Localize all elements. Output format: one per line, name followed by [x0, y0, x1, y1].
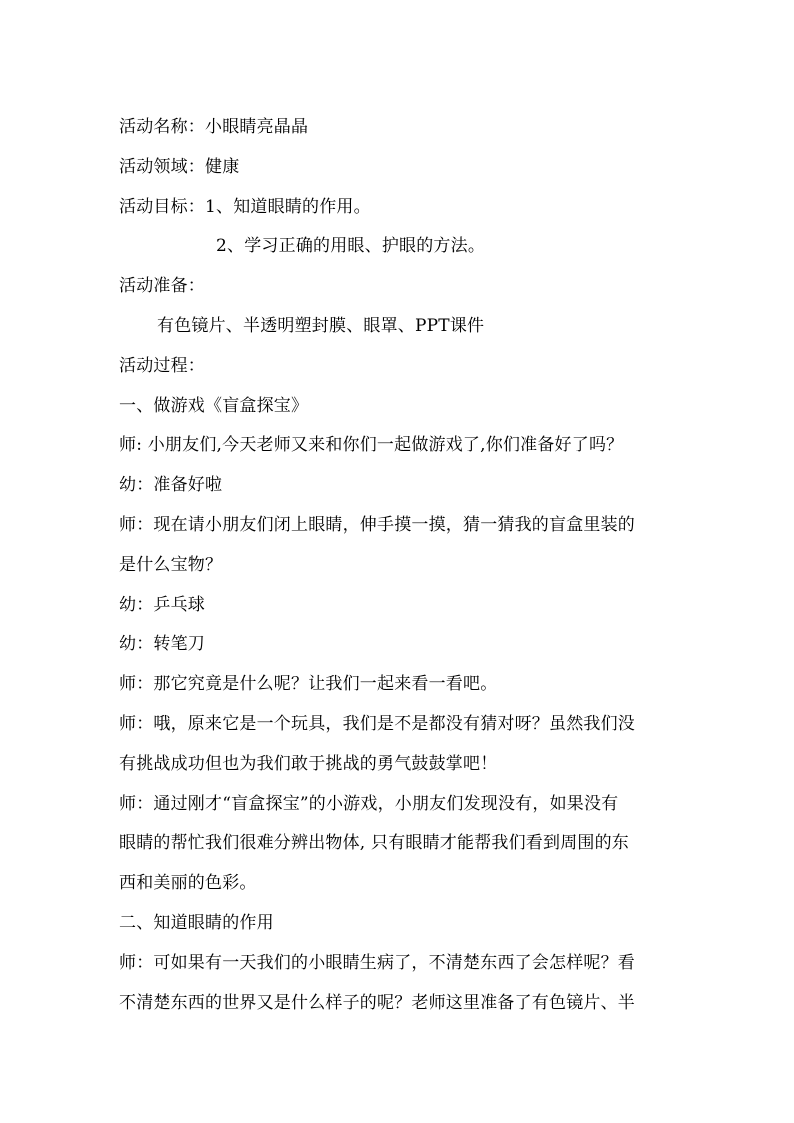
dialogue-line: 师：通过刚才“盲盒探宝”的小游戏，小朋友们发现没有，如果没有 [119, 793, 619, 814]
document-body [119, 108, 681, 1023]
dialogue-line: 幼：转笔刀 [119, 634, 205, 655]
activity-preparation-heading: 活动准备： [119, 276, 205, 297]
dialogue-line: 西和美丽的色彩。 [119, 873, 257, 894]
dialogue-line: 师：现在请小朋友们闭上眼睛，伸手摸一摸，猜一猜我的盲盒里装的 [119, 514, 635, 535]
dialogue-line: 师：哦，原来它是一个玩具，我们是不是都没有猜对呀？虽然我们没 [119, 713, 635, 734]
dialogue-line: 师：那它究竟是什么呢？让我们一起来看一看吧。 [119, 674, 498, 695]
activity-preparation-materials: 有色镜片、半透明塑封膜、眼罩、PPT课件 [157, 315, 485, 336]
section-heading-game: 一、做游戏《盲盒探宝》 [119, 395, 309, 416]
dialogue-line: 师：可如果有一天我们的小眼睛生病了，不清楚东西了会怎样呢？看 [119, 952, 635, 973]
dialogue-line: 不清楚东西的世界又是什么样子的呢？老师这里准备了有色镜片、半 [119, 992, 635, 1013]
activity-name-line: 活动名称：小眼睛亮晶晶 [119, 117, 309, 137]
dialogue-line: 幼：准备好啦 [119, 475, 223, 496]
dialogue-line: 是什么宝物？ [119, 554, 223, 575]
section-heading-eye-function: 二、知道眼睛的作用 [119, 912, 274, 933]
activity-process-heading: 活动过程： [119, 355, 205, 376]
dialogue-line: 幼：乒乓球 [119, 594, 205, 615]
dialogue-line: 眼睛的帮忙我们很难分辨出物体, 只有眼睛才能帮我们看到周围的东 [119, 833, 630, 854]
dialogue-line: 有挑战成功但也为我们敢于挑战的勇气鼓鼓掌吧！ [119, 753, 498, 774]
activity-goal-line-2: 2、学习正确的用眼、护眼的方法。 [216, 236, 486, 257]
activity-goal-line-1: 活动目标：1、知道眼睛的作用。 [119, 196, 371, 217]
activity-domain-line: 活动领域：健康 [119, 156, 240, 177]
dialogue-line: 师: 小朋友们,今天老师又来和你们一起做游戏了,你们准备好了吗？ [119, 435, 624, 456]
